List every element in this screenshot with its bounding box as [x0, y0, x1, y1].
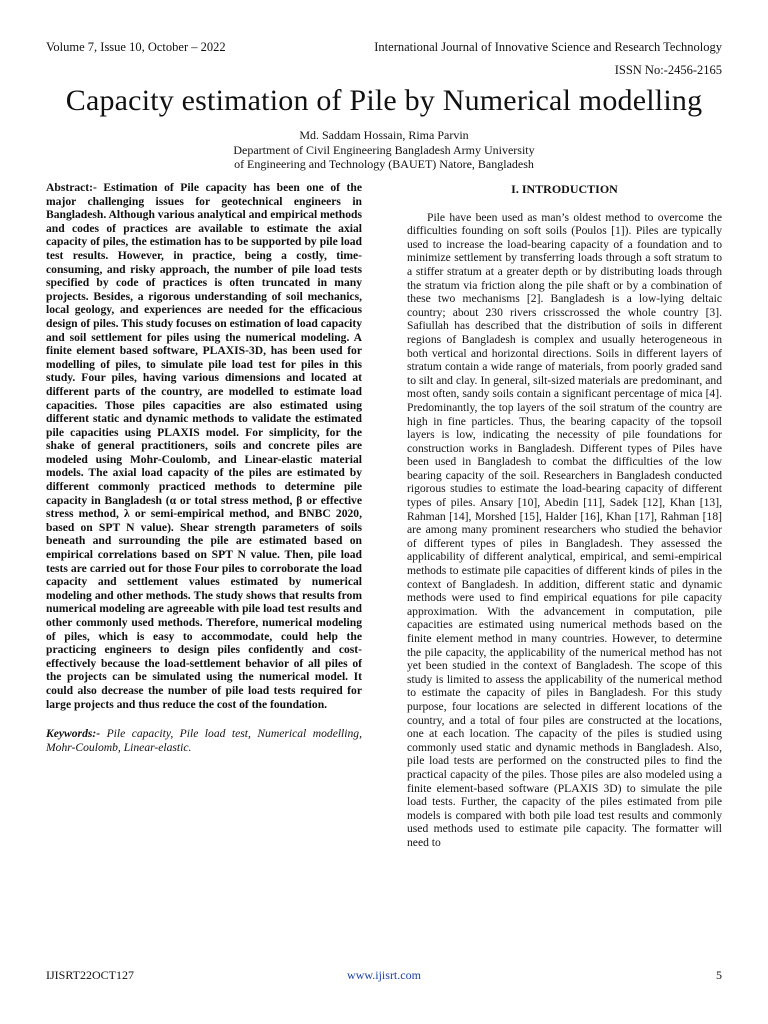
volume-issue: Volume 7, Issue 10, October – 2022: [46, 40, 226, 54]
right-column: [407, 181, 722, 850]
author-names: Md. Saddam Hossain, Rima Parvin: [299, 128, 469, 142]
keywords-text: Pile capacity, Pile load test, Numerical modelling, Mohr-Coulomb, Linear-elastic.: [46, 727, 362, 754]
section-heading-introduction: I. INTRODUCTION: [511, 182, 618, 196]
journal-url-link[interactable]: www.ijisrt.com: [347, 968, 421, 982]
author-block: [100, 128, 668, 172]
keywords-label: Keywords:-: [46, 727, 101, 741]
paper-code: IJISRT22OCT127: [46, 968, 134, 982]
abstract-text: Abstract:- Estimation of Pile capacity has been one of the major challenging issues for geotechnical engineers in Bangladesh. Although various analytical and empirical methods and codes of practices are available to estimate the axial capacity of piles, the estimation has to be supported by pile load test results. However, in practice, being a costly, time-consuming, and risky approach, the number of pile load tests specified by code of practices is often truncated in many projects. Besides, a rigorous understanding of soil mechanics, local geology, and experiences are needed for the efficacious design of piles. This study focuses on estimation of load capacity and soil settlement for piles using the numerical modeling. A finite element based software, PLAXIS-3D, has been used for modelling of piles, to simulate pile load test for piles in this study. Four piles, having various dimensions and located at different parts of the country, are modelled to estimate load capacities. Those piles capacities are also estimated using different static and dynamic methods to validate the estimated pile capacities using PLAXIS model. For simplicity, for the shake of general practitioners, soils and concrete piles are modeled using Mohr-Coulomb, and Linear-elastic material models. The axial load capacity of the piles are estimated by different commonly practiced methods to determine pile capacity in Bangladesh (α or total stress method, β or effective stress method, λ or semi-empirical method, and BNBC 2020, based on SPT N value). Shear strength parameters of soils beneath and surrounding the pile are estimated based on empirical correlations based on SPT N value. Then, pile load tests are carried out for those Four piles to corroborate the load capacity and settlement values estimated by numerical modeling and other methods. The study shows that results from numerical modeling are agreeable with pile load test results and other commonly used methods. Therefore, numerical modeling of piles, which is easy to accommodate, could help the practicing engineers to design piles confidently and cost-effectively because the load-settlement behavior of all piles of the projects can be simulated using the numerical model. It could also decrease the number of pile load tests required for large projects and thus reduce the cost of the foundation.: [46, 181, 362, 711]
left-column: [46, 181, 362, 766]
journal-name: International Journal of Innovative Science and Research Technology: [374, 40, 722, 54]
issn-number: ISSN No:-2456-2165: [614, 63, 722, 77]
page-header: [46, 40, 722, 58]
page-footer: [46, 968, 722, 984]
introduction-body: Pile have been used as man’s oldest method to overcome the difficulties founding on soft soils (Poulos [1]). Piles are typically used to increase the load-bearing capacity of a foundation and to minimize settlement by transferring loads through a soft stratum to a stiffer stratum at a greater depth or by distributing loads through the stratum via friction along the pile shaft or by a combination of these two mechanisms [2]. Bangladesh is a low-lying deltaic country; about 230 rivers crisscrossed the whole country [3]. Safiullah has described that the distribution of soils in different regions of Bangladesh is complex and usually heterogeneous in both vertical and horizontal directions. Soils in different layers of stratum contain a wide range of materials, from poorly graded sand to silt and clay. In general, silt-sized materials are predominant, and most often, sandy soils contain a significant percentage of mica [4]. Predominantly, the top layers of the soil stratum of the country are high in fine particles. Thus, the bearing capacity of the topsoil layers is low, indicating the necessity of pile foundations for construction works in Bangladesh. Different types of Piles have been used in Bangladesh to combat the difficulties of the low bearing capacity of the soil. Researchers in Bangladesh conducted rigorous studies to estimate the load-bearing capacity of different types of piles. Ansary [10], Abedin [11], Sadek [12], Khan [13], Rahman [14], Morshed [15], Halder [16], Khan [17], Rahman [18] are among many prominent researchers who studied the behavior of different types of piles in Bangladesh. They assessed the applicability of different analytical, empirical, and semi-empirical methods to estimate pile capacities of different kinds of piles in the context of Bangladesh. In addition, different static and dynamic methods were used to find empirical equations for pile capacity approximation. With the advancement in computation, pile capacities are estimated using numerical methods based on the finite element method in many countries. However, to determine the pile capacity, the applicability of the numerical method has not yet been studied in the context of Bangladesh. The scope of this study is limited to assess the applicability of the numerical method to estimate the capacity of piles in Bangladesh. For this study purpose, four locations are selected in different locations of the country, and a total of four piles are constructed at the locations, one at each location. The capacity of the piles is studied using commonly used static and dynamic methods in Bangladesh. Also, pile load tests are performed on the constructed piles to find the practical capacity of the piles. Those piles are also modeled using a finite element-based software (PLAXIS 3D) to simulate the pile load tests. Further, the capacity of the piles estimated from pile models is compared with both pile load test results and commonly used methods used to estimate pile capacity. The formatter will need to: [407, 210, 722, 849]
keywords: [46, 727, 362, 754]
paper-title: Capacity estimation of Pile by Numerical modelling: [65, 84, 703, 117]
affiliation-line-1: Department of Civil Engineering Bangladesh Army University: [233, 142, 535, 157]
affiliation-line-2: of Engineering and Technology (BAUET) Natore, Bangladesh: [234, 157, 534, 171]
page-number: 5: [716, 968, 722, 982]
